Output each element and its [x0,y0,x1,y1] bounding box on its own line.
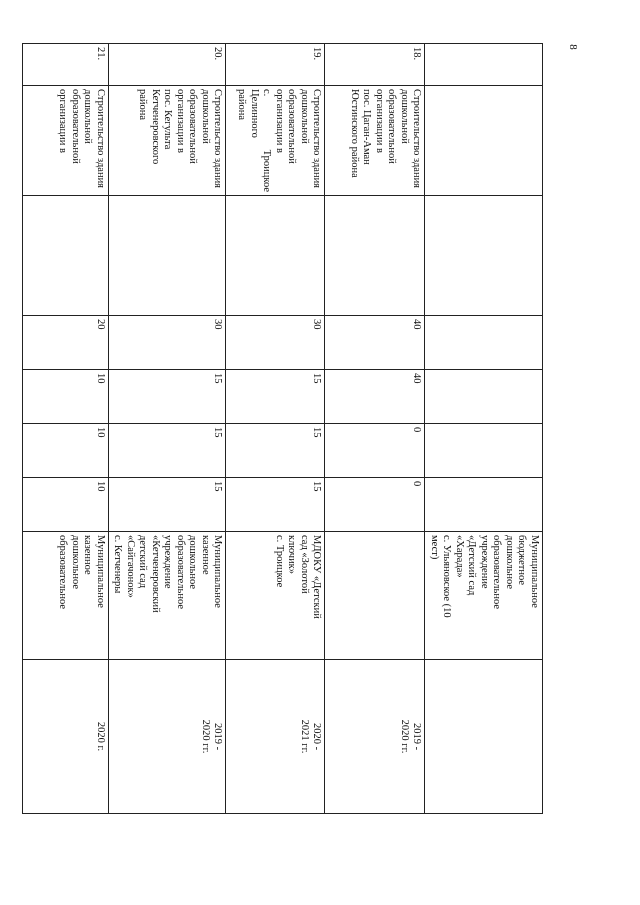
construction-plan-table [22,43,543,814]
project-name-cell [425,86,543,196]
period-cell [425,660,543,814]
project-name-line: дошкольной [200,89,211,144]
row-number-cell: 18. [325,44,425,86]
project-name-line: пос. Цаган-Аман [361,89,373,165]
period-cell [325,660,425,814]
value-cell-c3 [226,196,325,316]
value-cell-c6 [425,424,543,478]
page-number: 8 [567,44,579,50]
value-cell-c6: 15 [109,424,227,478]
project-name-line: организации в [57,89,69,153]
value-cell-c7: 10 [23,478,109,532]
table-row [109,44,227,814]
organization-cell [325,532,425,660]
period-line: 2020 г. [95,721,106,752]
project-name-line: дошкольной [299,89,310,144]
organization-cell [23,532,109,660]
row-number-cell: 21. [23,44,109,86]
row-number-cell: 20. [109,44,227,86]
organization-line: образовательное [491,535,503,609]
project-name-line: организации в [274,89,285,153]
organization-line: с. Кетченеры [112,535,124,594]
period-cell [109,660,227,814]
organization-line: дошкольное [504,535,515,590]
organization-line: «Сайгачонок» [125,535,136,598]
value-cell-c7 [425,478,543,532]
organization-cell [425,532,543,660]
period-line: 2019 - [411,722,423,751]
value-cell-c4: 40 [325,316,425,370]
organization-line: казенное [200,535,211,575]
organization-line: Муниципальное [529,535,540,608]
rotated-table-wrapper [50,43,543,813]
value-cell-c6: 0 [325,424,425,478]
value-cell-c5: 40 [325,370,425,424]
organization-line: детский сад [137,535,149,589]
value-cell-c3 [23,196,109,316]
organization-line: Муниципальное [212,535,224,608]
value-cell-c5: 10 [23,370,109,424]
value-cell-c4 [425,316,543,370]
period-line: 2021 гг. [299,719,310,754]
period-cell [226,660,325,814]
project-name-line: образовательной [286,89,298,164]
row-number-cell [425,44,543,86]
project-name-line: организации в [374,89,385,153]
organization-line: учреждение [479,535,490,589]
value-cell-c4: 30 [109,316,227,370]
period-line: 2020 гг. [200,719,211,754]
organization-line: «Детский сад [466,535,478,596]
value-cell-c3 [109,196,227,316]
period-line: 2020 - [311,722,323,751]
organization-line: с. Троицкое [274,535,285,588]
project-name-line: пос. Кегульта [162,89,174,150]
project-name-line: дошкольной [399,89,410,144]
value-cell-c5: 15 [109,370,227,424]
project-name-line: Строительство здания [411,89,423,189]
organization-line: сад «Золотой [299,535,310,594]
project-name-line: района [137,89,149,121]
table-body [23,44,543,814]
organization-line: учреждение [162,535,174,589]
value-cell-c7: 15 [109,478,227,532]
project-name-line: Строительство здания [311,89,323,189]
table-row [226,44,325,814]
project-name-cell [325,86,425,196]
organization-line: образовательное [57,535,69,609]
organization-line: бюджетное [516,535,528,586]
organization-line: Муниципальное [95,535,106,608]
project-name-line: района [236,89,248,121]
period-cell [23,660,109,814]
project-name-line: Юстинского района [349,89,360,178]
organization-line: «Харада» [454,535,465,578]
project-name-line: дошкольной [82,89,94,144]
value-cell-c4: 20 [23,316,109,370]
value-cell-c3 [425,196,543,316]
value-cell-c6: 15 [226,424,325,478]
organization-line: ключик» [286,535,298,575]
organization-line: дошкольное [187,535,199,590]
project-name-cell [226,86,325,196]
table-row [23,44,109,814]
organization-line: «Кетченеровский [150,535,161,613]
organization-line: МДОКУ «Детский [311,535,323,619]
organization-line: мест) [429,535,440,560]
row-number-cell: 19. [226,44,325,86]
project-name-line: организации в [175,89,186,153]
value-cell-c5: 15 [226,370,325,424]
project-name-line: Строительство здания [95,89,106,189]
value-cell-c6: 10 [23,424,109,478]
value-cell-c3 [325,196,425,316]
period-line: 2020 гг. [399,719,410,754]
organization-line: с. Ульяновское (10 [441,535,453,618]
organization-line: дошкольное [70,535,81,590]
table-row [325,44,425,814]
project-name-line: образовательной [70,89,81,164]
period-line: 2019 - [212,722,224,751]
project-name-line: Кетченеровского [150,89,161,165]
project-name-cell [109,86,227,196]
table-row [425,44,543,814]
project-name-cell [23,86,109,196]
project-name-line: Строительство здания [212,89,224,189]
organization-cell [226,532,325,660]
value-cell-c5 [425,370,543,424]
organization-cell [109,532,227,660]
value-cell-c7: 0 [325,478,425,532]
organization-line: образовательное [175,535,186,609]
value-cell-c7: 15 [226,478,325,532]
organization-line: казенное [82,535,94,575]
project-name-line: с. Троицкое Целинного [249,89,273,192]
project-name-line: образовательной [187,89,199,164]
value-cell-c4: 30 [226,316,325,370]
project-name-line: образовательной [386,89,398,164]
